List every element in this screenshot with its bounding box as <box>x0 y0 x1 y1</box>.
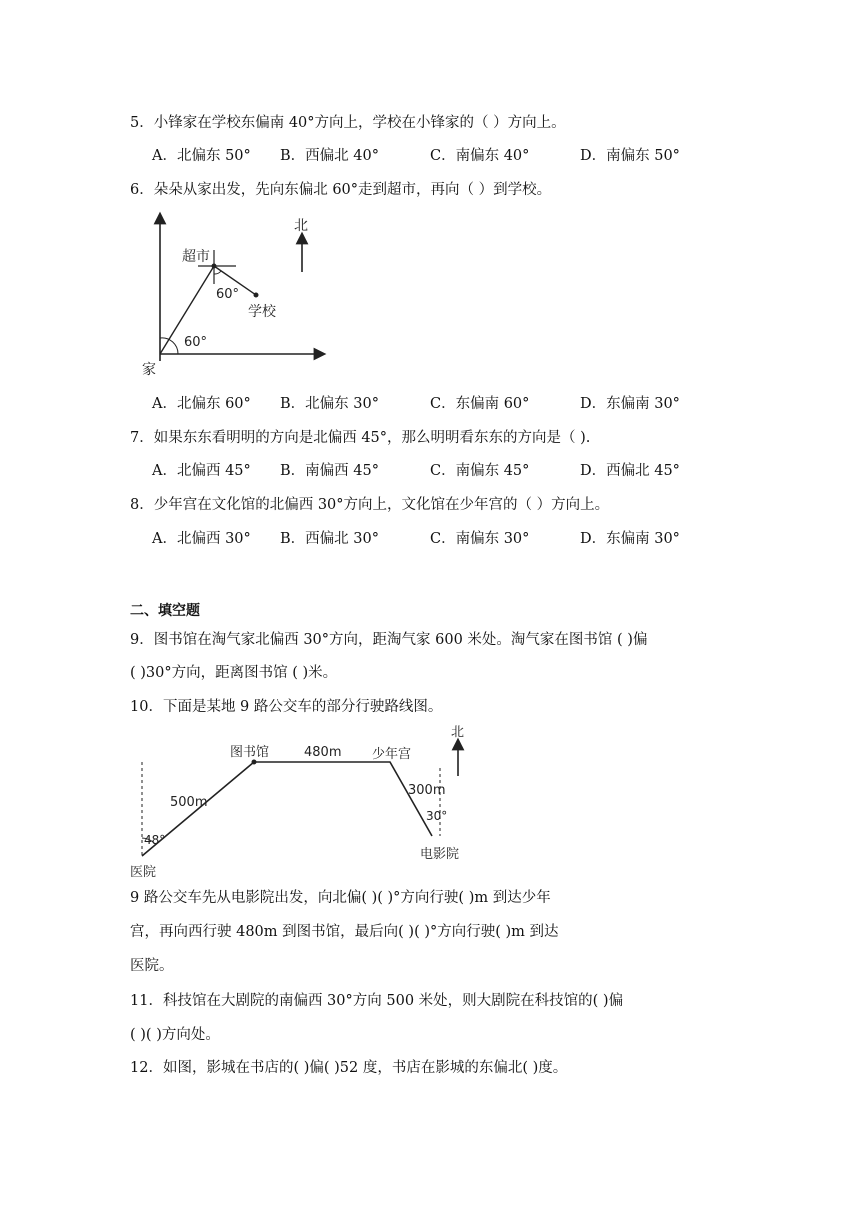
q7-option-b: B．南偏西 45° <box>280 463 379 479</box>
q8-option-d: D．东偏南 30° <box>580 531 680 547</box>
q6-option-c: C．东偏南 60° <box>430 396 530 412</box>
q5-option-a: A．北偏东 50° <box>152 148 251 164</box>
q6-supermarket-point <box>212 264 217 269</box>
q10-angle-48: 48° <box>144 833 166 847</box>
q7-stem: 7．如果东东看明明的方向是北偏西 45°，那么明明看东东的方向是（ ). <box>130 430 591 446</box>
q6-option-a: A．北偏东 60° <box>152 396 251 412</box>
q5-option-d: D．南偏东 50° <box>580 148 680 164</box>
q9-line-2: ( )30°方向，距离图书馆 ( )米。 <box>130 665 338 681</box>
q5-option-b: B．西偏北 40° <box>280 148 379 164</box>
q10-label-youth-palace: 少年宫 <box>372 747 412 762</box>
q6-school-point <box>254 293 259 298</box>
q11-line-1: 11．科技馆在大剧院的南偏西 30°方向 500 米处，则大剧院在科技馆的( )偏 <box>130 993 624 1009</box>
q6-angle-top: 60° <box>216 287 240 302</box>
q10-label-500m: 500m <box>170 795 208 810</box>
q10-label-cinema: 电影院 <box>420 847 460 862</box>
q7-option-a: A．北偏西 45° <box>152 463 251 479</box>
q10-label-300m: 300m <box>408 783 446 798</box>
q6-stem: 6．朵朵从家出发，先向东偏北 60°走到超市，再向（ ）到学校。 <box>130 182 552 198</box>
q10-label-hospital: 医院 <box>130 865 157 880</box>
section-title-fill-in: 二、填空题 <box>130 603 200 619</box>
q6-label-supermarket: 超市 <box>182 249 210 265</box>
q6-label-school: 学校 <box>248 304 276 320</box>
q10-stem: 10．下面是某地 9 路公交车的部分行驶路线图。 <box>130 699 443 715</box>
q10-north-label: 北 <box>451 725 465 740</box>
q10-route-figure <box>128 722 480 882</box>
q10-line-1: 9 路公交车先从电影院出发，向北偏( )( )°方向行驶( )m 到达少年 <box>130 890 551 906</box>
q6-option-d: D．东偏南 30° <box>580 396 680 412</box>
q8-option-b: B．西偏北 30° <box>280 531 379 547</box>
q8-option-c: C．南偏东 30° <box>430 531 530 547</box>
q10-line-2: 宫，再向西行驶 480m 到图书馆，最后向( )( )°方向行驶( )m 到达 <box>130 924 559 940</box>
q12-line-1: 12．如图，影城在书店的( )偏( )52 度，书店在影城的东偏北( )度。 <box>130 1060 568 1076</box>
q10-angle-30: 30° <box>426 809 448 823</box>
q10-library-point <box>252 760 257 765</box>
q7-option-c: C．南偏东 45° <box>430 463 530 479</box>
q6-north-label: 北 <box>294 218 308 234</box>
q6-label-home: 家 <box>142 362 156 378</box>
q10-line-3: 医院。 <box>130 958 174 974</box>
q10-label-library: 图书馆 <box>230 745 270 760</box>
q5-stem: 5．小锋家在学校东偏南 40°方向上，学校在小锋家的（ ）方向上。 <box>130 115 566 131</box>
q7-option-d: D．西偏北 45° <box>580 463 680 479</box>
q9-line-1: 9．图书馆在淘气家北偏西 30°方向，距淘气家 600 米处。淘气家在图书馆 ( )偏 <box>130 632 648 648</box>
q8-option-a: A．北偏西 30° <box>152 531 251 547</box>
q6-option-b: B．北偏东 30° <box>280 396 379 412</box>
q5-option-c: C．南偏东 40° <box>430 148 530 164</box>
q6-figure <box>138 206 338 381</box>
q6-angle-bottom: 60° <box>184 335 208 350</box>
q10-label-480m: 480m <box>304 745 342 760</box>
q11-line-2: ( )( )方向处。 <box>130 1027 220 1043</box>
q8-stem: 8．少年宫在文化馆的北偏西 30°方向上，文化馆在少年宫的（ ）方向上。 <box>130 497 610 513</box>
